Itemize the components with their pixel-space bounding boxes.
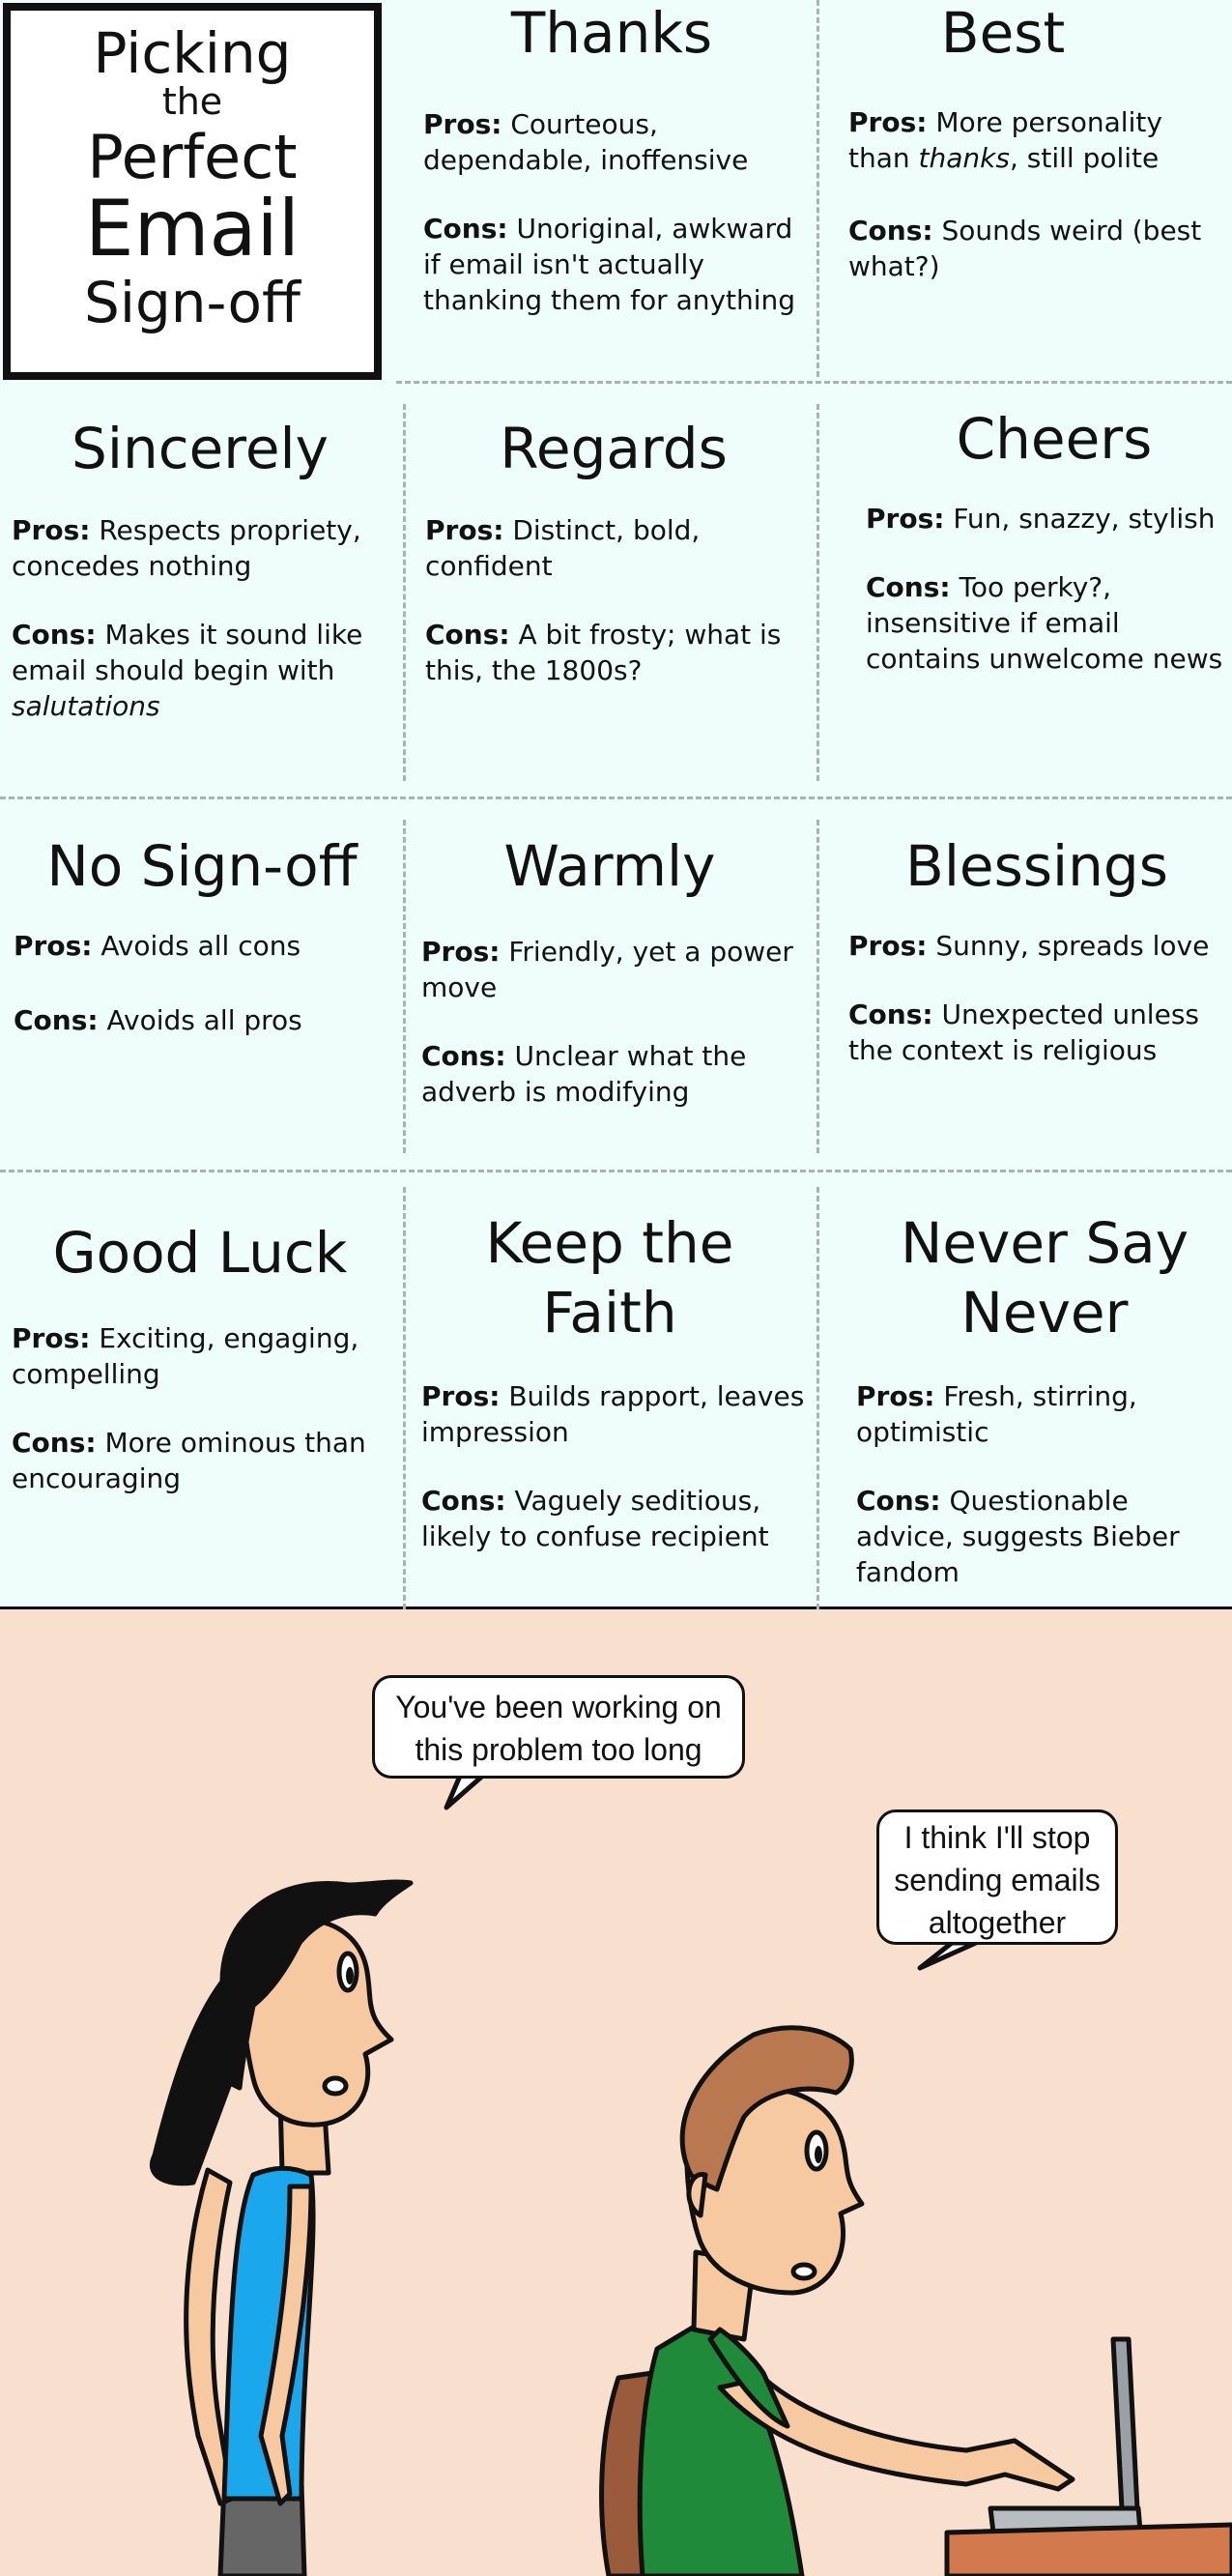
signoff-heading: Good Luck (52, 1220, 348, 1286)
pros-label: Pros: (423, 107, 502, 140)
pros-text: , still polite (1009, 141, 1160, 174)
cons-text: Questionable advice, suggests Bieber fandom (856, 1485, 1180, 1588)
cons-label: Cons: (421, 1039, 506, 1072)
man-figure (602, 2028, 1073, 2576)
cons-label: Cons: (423, 212, 508, 245)
man-speech-bubble (876, 1809, 1118, 1945)
cons-text: Unexpected unless the context is religious (848, 998, 1199, 1066)
signoff-heading: Blessings (905, 833, 1168, 899)
title-line: Email (85, 183, 300, 274)
cons-label: Cons: (425, 618, 510, 651)
pros-label: Pros: (12, 1321, 91, 1354)
pros-label: Pros: (425, 513, 504, 546)
speech-text: this problem too long (415, 1732, 702, 1767)
pros-text: More personality than (848, 105, 1162, 174)
speech-text: sending emails (894, 1863, 1101, 1897)
pros-text: Fun, snazzy, stylish (953, 502, 1216, 535)
signoff-heading: Thanks (510, 0, 713, 66)
pros-text: Sunny, spreads love (935, 929, 1210, 962)
speech-text: You've been working on (395, 1690, 722, 1724)
pros-label: Pros: (421, 1380, 501, 1412)
cons-text: More ominous than encouraging (12, 1426, 366, 1494)
signoff-heading: Never Say (900, 1210, 1189, 1276)
cons-label: Cons: (421, 1485, 506, 1517)
pros-text: Exciting, engaging, compelling (12, 1321, 359, 1390)
speech-text: I think I'll stop (903, 1820, 1091, 1855)
signoff-heading: Regards (500, 416, 728, 481)
pros-text: Courteous, dependable, inoffensive (423, 107, 749, 176)
cons-label: Cons: (848, 998, 933, 1030)
signoff-heading: Never (960, 1280, 1129, 1346)
pros-text: Distinct, bold, confident (425, 513, 701, 582)
pros-label: Pros: (848, 105, 928, 138)
pros-text-emphasis: thanks (918, 141, 1010, 174)
laptop (990, 2339, 1140, 2533)
pros-label: Pros: (866, 502, 945, 535)
signoff-heading: Cheers (956, 406, 1153, 472)
cons-text: Unoriginal, awkward if email isn't actually thanking them for anything (423, 212, 796, 316)
title-line: Perfect (87, 121, 298, 192)
signoff-heading: Sincerely (72, 416, 329, 481)
pros-label: Pros: (12, 513, 91, 546)
pros-label: Pros: (421, 935, 501, 968)
signoff-heading: Keep the (485, 1210, 734, 1276)
title-line: Picking (93, 20, 292, 86)
cons-label: Cons: (12, 618, 97, 651)
pros-text: Avoids all cons (100, 929, 301, 962)
cons-text: Makes it sound like email should begin with (12, 618, 363, 686)
cons-text: Too perky?, insensitive if email contains unwelcome news (866, 570, 1223, 675)
pros-text: Friendly, yet a power move (421, 935, 793, 1003)
cons-text: Avoids all pros (106, 1003, 302, 1036)
pros-text: Builds rapport, leaves impression (421, 1380, 805, 1448)
cons-label: Cons: (12, 1426, 97, 1459)
cons-text-emphasis: salutations (12, 689, 160, 722)
signoff-heading: Faith (542, 1280, 677, 1346)
pros-label: Pros: (856, 1380, 935, 1412)
cons-text: Vaguely seditious, likely to confuse recipient (421, 1485, 769, 1552)
desk (947, 2525, 1232, 2576)
title-line: the (161, 79, 223, 123)
cons-label: Cons: (856, 1485, 941, 1517)
woman-speech-bubble (372, 1675, 745, 1779)
signoff-heading: No Sign-off (46, 833, 358, 899)
pros-label: Pros: (848, 929, 928, 962)
cons-text: Unclear what the adverb is modifying (421, 1039, 747, 1108)
cons-label: Cons: (848, 214, 933, 246)
woman-figure (152, 1882, 411, 2576)
pros-text: Fresh, stirring, optimistic (856, 1380, 1137, 1448)
pros-text: Respects propriety, concedes nothing (12, 513, 361, 582)
speech-tail (920, 1943, 976, 1968)
cons-text: A bit frosty; what is this, the 1800s? (425, 618, 782, 686)
signoff-heading: Best (940, 0, 1066, 66)
speech-text: altogether (928, 1905, 1067, 1940)
cons-label: Cons: (14, 1003, 99, 1036)
title-line: Sign-off (84, 269, 301, 335)
pros-label: Pros: (14, 929, 93, 962)
cons-label: Cons: (866, 570, 951, 603)
signoff-heading: Warmly (503, 833, 716, 899)
cons-text: Sounds weird (best what?) (848, 214, 1202, 282)
